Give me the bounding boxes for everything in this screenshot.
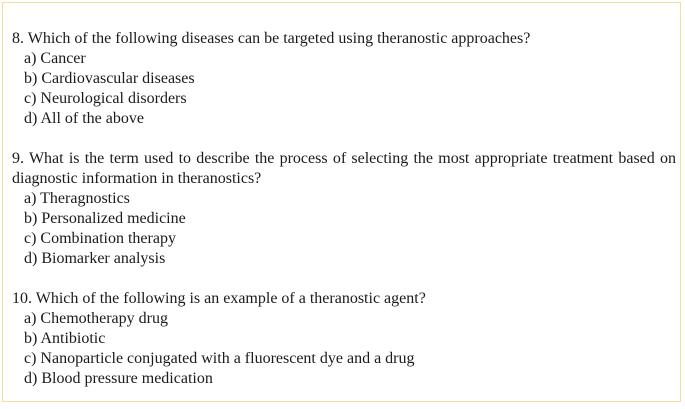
question-8 (12, 29, 676, 129)
option-list (12, 49, 676, 129)
option-c: c) Nanoparticle conjugated with a fluorescent dye and a drug (24, 350, 415, 367)
quiz-content (12, 29, 676, 409)
option-b: b) Personalized medicine (24, 210, 186, 227)
option-list (12, 189, 676, 269)
option-a: a) Theragnostics (24, 190, 130, 207)
option-list (12, 309, 676, 389)
option-c: c) Neurological disorders (24, 90, 187, 107)
option-d: d) Biomarker analysis (24, 250, 166, 267)
page-frame (2, 2, 681, 402)
option-b: b) Cardiovascular diseases (24, 70, 195, 87)
question-10 (12, 289, 676, 389)
question-text: 8. Which of the following diseases can be targeted using theranostic approaches? (12, 30, 531, 47)
question-text: 9. What is the term used to describe the process of selecting the most appropriate treatment based on diagnostic information in theranostics? (12, 150, 676, 187)
question-text: 10. Which of the following is an example of a theranostic agent? (12, 290, 426, 307)
option-d: d) Blood pressure medication (24, 370, 213, 387)
option-c: c) Combination therapy (24, 230, 176, 247)
question-9 (12, 149, 676, 269)
option-a: a) Chemotherapy drug (24, 310, 168, 327)
option-a: a) Cancer (24, 50, 86, 67)
option-b: b) Antibiotic (24, 330, 106, 347)
option-d: d) All of the above (24, 110, 144, 127)
